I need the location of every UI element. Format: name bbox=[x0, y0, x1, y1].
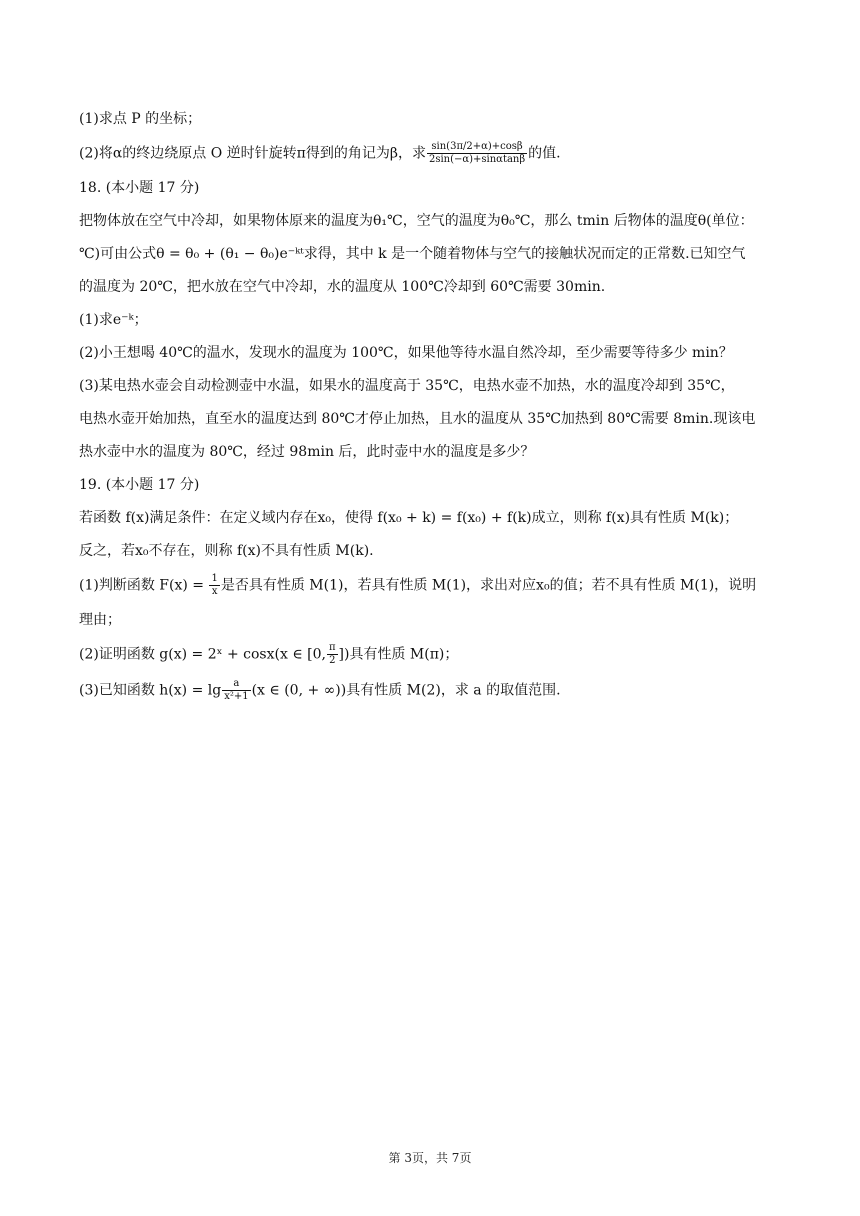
q18-part3-line2: 电热水壶开始加热，直至水的温度达到 80℃才停止加热，且水的温度从 35℃加热到 80℃需要 8min.现该电 bbox=[79, 411, 756, 427]
q19-part1-prefix: (1)判断函数 F(x) = bbox=[79, 577, 209, 594]
document-content bbox=[79, 108, 784, 714]
q19-part3-suffix: (x ∈ (0, + ∞))具有性质 M(2)，求 a 的取值范围. bbox=[251, 682, 561, 699]
q19-part1-denominator: x bbox=[211, 586, 218, 597]
q19-part2-suffix: ])具有性质 M(π)； bbox=[338, 646, 459, 663]
q18-part3-line3: 热水壶中水的温度为 80℃，经过 98min 后，此时壶中水的温度是多少？ bbox=[79, 444, 535, 460]
q18-part3-line1: (3)某电热水壶会自动检测壶中水温，如果水的温度高于 35℃，电热水壶不加热，水的温度冷却到 35℃， bbox=[79, 378, 735, 394]
q17-fraction-denominator: 2sin(−α)+sinαtanβ bbox=[428, 154, 526, 165]
q19-header: 19. (本小题 17 分) bbox=[79, 477, 200, 493]
q19-part1-numerator: 1 bbox=[211, 573, 218, 584]
q18-intro-line3: 的温度为 20℃，把水放在空气中冷却，水的温度从 100℃冷却到 60℃需要 30min. bbox=[79, 279, 606, 295]
q17-part2-fraction bbox=[427, 141, 527, 166]
q19-intro-line1: 若函数 f(x)满足条件：在定义域内存在x₀，使得 f(x₀ + k) = f(x₀) + f(k)成立，则称 f(x)具有性质 M(k)； bbox=[79, 510, 739, 526]
q18-intro-line1: 把物体放在空气中冷却，如果物体原来的温度为θ₁℃，空气的温度为θ₀℃，那么 tmin 后物体的温度θ(单位： bbox=[79, 213, 754, 229]
page-footer: 第 3页，共 7页 bbox=[388, 1151, 472, 1165]
q19-part2-fraction bbox=[327, 642, 338, 667]
q17-part1: (1)求点 P 的坐标； bbox=[79, 111, 202, 127]
q19-part3-numerator: a bbox=[222, 678, 250, 691]
q17-part2 bbox=[79, 141, 784, 166]
q19-part1-line2: 理由； bbox=[79, 612, 121, 628]
q17-fraction-numerator: sin(3π/2+α)+cosβ bbox=[427, 141, 527, 154]
q19-part3 bbox=[79, 678, 784, 703]
q17-part2-prefix: (2)将α的终边绕原点 O 逆时针旋转π得到的角记为β，求 bbox=[79, 145, 426, 162]
q18-part2: (2)小王想喝 40℃的温水，发现水的温度为 100℃，如果他等待水温自然冷却，至少需要等待多少 min？ bbox=[79, 345, 733, 361]
q19-part2 bbox=[79, 642, 784, 667]
q18-part1: (1)求e⁻ᵏ； bbox=[79, 312, 148, 328]
q19-part2-numerator: π bbox=[328, 642, 336, 653]
q19-part2-prefix: (2)证明函数 g(x) = 2ˣ + cosx(x ∈ [0, bbox=[79, 646, 326, 663]
q19-part3-denominator: x²+1 bbox=[224, 691, 249, 702]
q18-intro-line2: ℃)可由公式θ = θ₀ + (θ₁ − θ₀)e⁻ᵏᵗ求得，其中 k 是一个随着物体与空气的接触状况而定的正常数.已知空气 bbox=[79, 246, 746, 262]
q19-part1 bbox=[79, 573, 784, 598]
q19-part3-fraction bbox=[222, 678, 250, 703]
q18-header: 18. (本小题 17 分) bbox=[79, 180, 200, 196]
q19-part1-fraction bbox=[209, 573, 219, 598]
q17-part2-suffix: 的值. bbox=[528, 145, 561, 162]
q19-part1-suffix: 是否具有性质 M(1)，若具有性质 M(1)，求出对应x₀的值；若不具有性质 M(1)，说明 bbox=[220, 577, 757, 594]
q19-part2-denominator: 2 bbox=[329, 655, 336, 666]
q19-part3-prefix: (3)已知函数 h(x) = lg bbox=[79, 682, 222, 699]
q19-intro-line2: 反之，若x₀不存在，则称 f(x)不具有性质 M(k). bbox=[79, 543, 374, 559]
